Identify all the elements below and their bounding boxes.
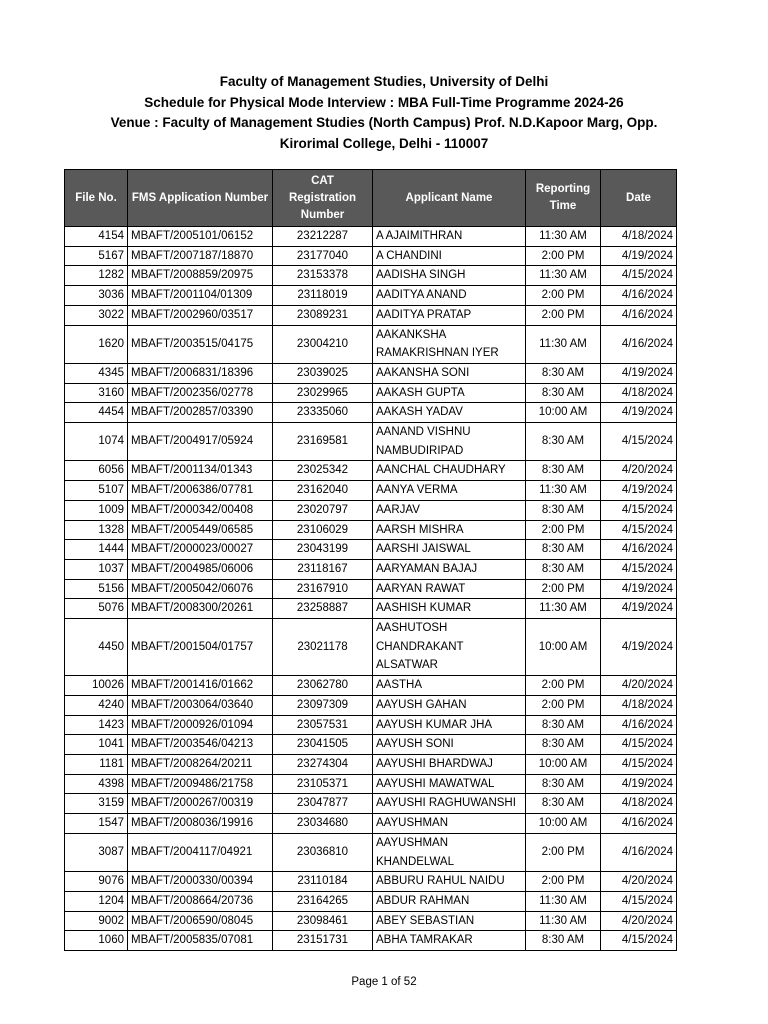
table-body [65,227,677,951]
applicant-name-cell: AARYAMAN BAJAJ [373,559,526,579]
file-no-cell: 1547 [65,814,128,834]
date-cell: 4/15/2024 [601,891,677,911]
date-cell: 4/16/2024 [601,715,677,735]
reporting-time-cell: 2:00 PM [526,246,601,266]
cat-registration-cell: 23105371 [273,774,373,794]
reporting-time-cell: 10:00 AM [526,814,601,834]
table-row [65,423,677,461]
column-header-date: Date [601,170,677,227]
column-header-application-number: FMS Application Number [128,170,273,227]
application-number-cell: MBAFT/2008300/20261 [128,599,273,619]
cat-registration-cell: 23335060 [273,403,373,423]
reporting-time-cell: 2:00 PM [526,520,601,540]
applicant-name-cell: A CHANDINI [373,246,526,266]
file-no-cell: 1423 [65,715,128,735]
cat-registration-cell: 23153378 [273,266,373,286]
date-cell: 4/15/2024 [601,423,677,461]
reporting-time-cell: 10:00 AM [526,403,601,423]
cat-registration-cell: 23020797 [273,500,373,520]
reporting-time-cell: 8:30 AM [526,363,601,383]
cat-registration-cell: 23004210 [273,325,373,363]
date-cell: 4/16/2024 [601,540,677,560]
applicant-name-cell: AARSH MISHRA [373,520,526,540]
date-cell: 4/15/2024 [601,754,677,774]
reporting-time-cell: 2:00 PM [526,305,601,325]
table-row [65,540,677,560]
file-no-cell: 5076 [65,599,128,619]
table-row [65,461,677,481]
table-row [65,891,677,911]
applicant-name-cell: AARSHI JAISWAL [373,540,526,560]
file-no-cell: 1060 [65,931,128,951]
date-cell: 4/18/2024 [601,227,677,247]
applicant-name-cell: AAYUSHI MAWATWAL [373,774,526,794]
applicant-name-cell: AAYUSHI BHARDWAJ [373,754,526,774]
file-no-cell: 1620 [65,325,128,363]
reporting-time-cell: 11:30 AM [526,227,601,247]
applicant-name-cell: AAKANKSHA RAMAKRISHNAN IYER [373,325,526,363]
file-no-cell: 1037 [65,559,128,579]
application-number-cell: MBAFT/2004985/06006 [128,559,273,579]
cat-registration-cell: 23177040 [273,246,373,266]
table-row [65,735,677,755]
application-number-cell: MBAFT/2000023/00027 [128,540,273,560]
file-no-cell: 1204 [65,891,128,911]
file-no-cell: 1444 [65,540,128,560]
schedule-title: Schedule for Physical Mode Interview : MBA Full-Time Programme 2024-26 [144,94,624,110]
date-cell: 4/15/2024 [601,559,677,579]
applicant-name-cell: ABBURU RAHUL NAIDU [373,872,526,892]
file-no-cell: 3036 [65,286,128,306]
cat-registration-cell: 23062780 [273,676,373,696]
table-row [65,911,677,931]
application-number-cell: MBAFT/2008664/20736 [128,891,273,911]
file-no-cell: 1041 [65,735,128,755]
reporting-time-cell: 2:00 PM [526,579,601,599]
cat-registration-cell: 23034680 [273,814,373,834]
file-no-cell: 4454 [65,403,128,423]
cat-registration-cell: 23151731 [273,931,373,951]
reporting-time-cell: 8:30 AM [526,774,601,794]
file-no-cell: 1328 [65,520,128,540]
application-number-cell: MBAFT/2000330/00394 [128,872,273,892]
applicant-name-cell: AAYUSHMAN [373,814,526,834]
table-row [65,619,677,676]
applicant-name-cell: ABDUR RAHMAN [373,891,526,911]
reporting-time-cell: 2:00 PM [526,676,601,696]
application-number-cell: MBAFT/2005101/06152 [128,227,273,247]
table-row [65,833,677,871]
application-number-cell: MBAFT/2000926/01094 [128,715,273,735]
date-cell: 4/20/2024 [601,872,677,892]
applicant-name-cell: AAYUSH GAHAN [373,695,526,715]
date-cell: 4/20/2024 [601,911,677,931]
cat-registration-cell: 23043199 [273,540,373,560]
file-no-cell: 9002 [65,911,128,931]
application-number-cell: MBAFT/2006831/18396 [128,363,273,383]
column-header-reporting-time: Reporting Time [526,170,601,227]
application-number-cell: MBAFT/2008859/20975 [128,266,273,286]
application-number-cell: MBAFT/2005449/06585 [128,520,273,540]
table-row [65,599,677,619]
reporting-time-cell: 11:30 AM [526,911,601,931]
applicant-name-cell: A AJAIMITHRAN [373,227,526,247]
applicant-name-cell: AAYUSH SONI [373,735,526,755]
application-number-cell: MBAFT/2006386/07781 [128,481,273,501]
applicant-name-cell: ABHA TAMRAKAR [373,931,526,951]
cat-registration-cell: 23089231 [273,305,373,325]
cat-registration-cell: 23036810 [273,833,373,871]
applicant-name-cell: AADITYA ANAND [373,286,526,306]
reporting-time-cell: 11:30 AM [526,266,601,286]
reporting-time-cell: 11:30 AM [526,891,601,911]
cat-registration-cell: 23212287 [273,227,373,247]
file-no-cell: 4154 [65,227,128,247]
cat-registration-cell: 23047877 [273,794,373,814]
cat-registration-cell: 23167910 [273,579,373,599]
table-row [65,403,677,423]
application-number-cell: MBAFT/2009486/21758 [128,774,273,794]
cat-registration-cell: 23164265 [273,891,373,911]
table-row [65,774,677,794]
reporting-time-cell: 2:00 PM [526,695,601,715]
applicant-name-cell: AAKANSHA SONI [373,363,526,383]
cat-registration-cell: 23106029 [273,520,373,540]
date-cell: 4/16/2024 [601,325,677,363]
applicant-name-cell: AANCHAL CHAUDHARY [373,461,526,481]
applicant-name-cell: AARYAN RAWAT [373,579,526,599]
table-row [65,363,677,383]
application-number-cell: MBAFT/2001104/01309 [128,286,273,306]
column-header-cat-registration: CAT Registration Number [273,170,373,227]
date-cell: 4/18/2024 [601,383,677,403]
cat-registration-cell: 23274304 [273,754,373,774]
reporting-time-cell: 10:00 AM [526,754,601,774]
application-number-cell: MBAFT/2002857/03390 [128,403,273,423]
cat-registration-cell: 23118019 [273,286,373,306]
date-cell: 4/20/2024 [601,461,677,481]
file-no-cell: 4345 [65,363,128,383]
date-cell: 4/15/2024 [601,500,677,520]
reporting-time-cell: 11:30 AM [526,599,601,619]
date-cell: 4/20/2024 [601,676,677,696]
application-number-cell: MBAFT/2007187/18870 [128,246,273,266]
reporting-time-cell: 8:30 AM [526,423,601,461]
reporting-time-cell: 2:00 PM [526,872,601,892]
reporting-time-cell: 8:30 AM [526,540,601,560]
reporting-time-cell: 8:30 AM [526,500,601,520]
table-row [65,794,677,814]
application-number-cell: MBAFT/2004117/04921 [128,833,273,871]
applicant-name-cell: AADITYA PRATAP [373,305,526,325]
cat-registration-cell: 23041505 [273,735,373,755]
application-number-cell: MBAFT/2001134/01343 [128,461,273,481]
file-no-cell: 4398 [65,774,128,794]
reporting-time-cell: 8:30 AM [526,383,601,403]
table-row [65,754,677,774]
application-number-cell: MBAFT/2005042/06076 [128,579,273,599]
date-cell: 4/19/2024 [601,246,677,266]
file-no-cell: 4450 [65,619,128,676]
reporting-time-cell: 11:30 AM [526,325,601,363]
table-row [65,383,677,403]
table-row [65,715,677,735]
date-cell: 4/15/2024 [601,520,677,540]
application-number-cell: MBAFT/2001504/01757 [128,619,273,676]
table-row [65,227,677,247]
cat-registration-cell: 23057531 [273,715,373,735]
applicant-name-cell: AAKASH YADAV [373,403,526,423]
file-no-cell: 10026 [65,676,128,696]
cat-registration-cell: 23118167 [273,559,373,579]
date-cell: 4/19/2024 [601,619,677,676]
reporting-time-cell: 2:00 PM [526,286,601,306]
date-cell: 4/15/2024 [601,931,677,951]
date-cell: 4/16/2024 [601,814,677,834]
date-cell: 4/19/2024 [601,599,677,619]
file-no-cell: 1181 [65,754,128,774]
file-no-cell: 1009 [65,500,128,520]
date-cell: 4/16/2024 [601,833,677,871]
institution-title: Faculty of Management Studies, University of Delhi [219,74,549,89]
cat-registration-cell: 23162040 [273,481,373,501]
applicant-name-cell: AAYUSH KUMAR JHA [373,715,526,735]
table-header-row [65,170,677,227]
application-number-cell: MBAFT/2001416/01662 [128,676,273,696]
date-cell: 4/15/2024 [601,735,677,755]
venue-text: Venue : Faculty of Management Studies (North Campus) Prof. N.D.Kapoor Marg, Opp. Kirorimal College, Delhi - 110007 [110,115,658,151]
date-cell: 4/18/2024 [601,794,677,814]
file-no-cell: 5167 [65,246,128,266]
cat-registration-cell: 23169581 [273,423,373,461]
file-no-cell: 1074 [65,423,128,461]
cat-registration-cell: 23110184 [273,872,373,892]
file-no-cell: 4240 [65,695,128,715]
table-row [65,520,677,540]
file-no-cell: 3087 [65,833,128,871]
table-row [65,559,677,579]
application-number-cell: MBAFT/2008264/20211 [128,754,273,774]
applicant-name-cell: AANYA VERMA [373,481,526,501]
file-no-cell: 9076 [65,872,128,892]
date-cell: 4/15/2024 [601,266,677,286]
applicant-name-cell: AAYUSHMAN KHANDELWAL [373,833,526,871]
page-number: Page 1 of 52 [351,976,417,988]
applicant-name-cell: AASTHA [373,676,526,696]
date-cell: 4/19/2024 [601,579,677,599]
application-number-cell: MBAFT/2005835/07081 [128,931,273,951]
file-no-cell: 3160 [65,383,128,403]
table-row [65,872,677,892]
table-row [65,931,677,951]
application-number-cell: MBAFT/2003546/04213 [128,735,273,755]
date-cell: 4/19/2024 [601,481,677,501]
file-no-cell: 3159 [65,794,128,814]
table-row [65,579,677,599]
application-number-cell: MBAFT/2002960/03517 [128,305,273,325]
table-row [65,500,677,520]
cat-registration-cell: 23097309 [273,695,373,715]
application-number-cell: MBAFT/2000342/00408 [128,500,273,520]
cat-registration-cell: 23021178 [273,619,373,676]
table-row [65,814,677,834]
applicant-name-cell: AANAND VISHNU NAMBUDIRIPAD [373,423,526,461]
reporting-time-cell: 8:30 AM [526,461,601,481]
column-header-applicant-name: Applicant Name [373,170,526,227]
date-cell: 4/16/2024 [601,305,677,325]
cat-registration-cell: 23258887 [273,599,373,619]
applicant-name-cell: AARJAV [373,500,526,520]
cat-registration-cell: 23025342 [273,461,373,481]
reporting-time-cell: 8:30 AM [526,931,601,951]
cat-registration-cell: 23098461 [273,911,373,931]
applicant-name-cell: AADISHA SINGH [373,266,526,286]
application-number-cell: MBAFT/2003064/03640 [128,695,273,715]
applicant-name-cell: ABEY SEBASTIAN [373,911,526,931]
table-row [65,266,677,286]
date-cell: 4/18/2024 [601,695,677,715]
table-row [65,481,677,501]
applicant-name-cell: AASHUTOSH CHANDRAKANT ALSATWAR [373,619,526,676]
applicant-name-cell: AASHISH KUMAR [373,599,526,619]
date-cell: 4/19/2024 [601,403,677,423]
date-cell: 4/19/2024 [601,774,677,794]
table-row [65,695,677,715]
application-number-cell: MBAFT/2004917/05924 [128,423,273,461]
application-number-cell: MBAFT/2000267/00319 [128,794,273,814]
reporting-time-cell: 8:30 AM [526,735,601,755]
file-no-cell: 5156 [65,579,128,599]
document-header [0,72,768,154]
reporting-time-cell: 2:00 PM [526,833,601,871]
file-no-cell: 1282 [65,266,128,286]
reporting-time-cell: 11:30 AM [526,481,601,501]
file-no-cell: 6056 [65,461,128,481]
date-cell: 4/19/2024 [601,363,677,383]
reporting-time-cell: 8:30 AM [526,794,601,814]
table-row [65,325,677,363]
table-row [65,286,677,306]
file-no-cell: 5107 [65,481,128,501]
table-row [65,246,677,266]
date-cell: 4/16/2024 [601,286,677,306]
table-row [65,676,677,696]
applicant-name-cell: AAYUSHI RAGHUWANSHI [373,794,526,814]
table-row [65,305,677,325]
application-number-cell: MBAFT/2008036/19916 [128,814,273,834]
reporting-time-cell: 8:30 AM [526,715,601,735]
interview-schedule-table [64,169,677,951]
applicant-name-cell: AAKASH GUPTA [373,383,526,403]
application-number-cell: MBAFT/2003515/04175 [128,325,273,363]
file-no-cell: 3022 [65,305,128,325]
cat-registration-cell: 23039025 [273,363,373,383]
reporting-time-cell: 10:00 AM [526,619,601,676]
reporting-time-cell: 8:30 AM [526,559,601,579]
cat-registration-cell: 23029965 [273,383,373,403]
application-number-cell: MBAFT/2002356/02778 [128,383,273,403]
application-number-cell: MBAFT/2006590/08045 [128,911,273,931]
column-header-file-no: File No. [65,170,128,227]
